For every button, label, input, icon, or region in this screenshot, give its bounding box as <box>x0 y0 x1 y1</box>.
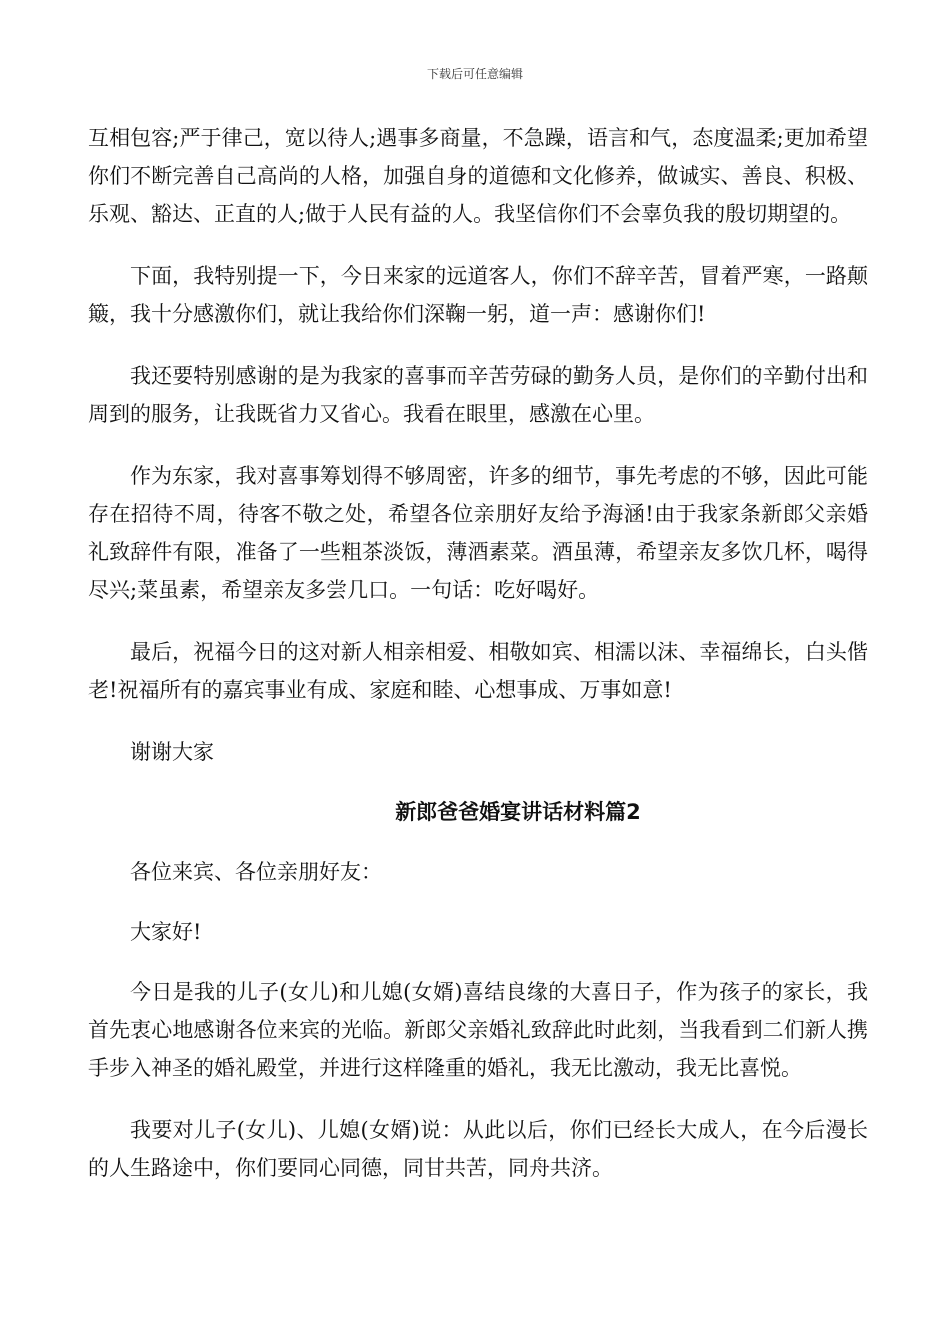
paragraph: 互相包容;严于律己，宽以待人;遇事多商量，不急躁，语言和气，态度温柔;更加希望你们不断完善自己高尚的人格，加强自身的道德和文化修养，做诚实、善良、积极、乐观、豁达、正直的人;做于人民有益的人。我坚信你们不会辜负我的殷切期望的。 <box>88 126 868 226</box>
page-header: 下载后可任意编辑 <box>426 67 523 81</box>
paragraph: 作为东家，我对喜事筹划得不够周密，许多的细节，事先考虑的不够，因此可能存在招待不周，待客不敬之处，希望各位亲朋好友给予海涵!由于我家条新郎父亲婚礼致辞件有限，准备了一些粗茶淡饭，薄酒素菜。酒虽薄，希望亲友多饮几杯，喝得尽兴;菜虽素，希望亲友多尝几口。一句话：吃好喝好。 <box>88 464 868 602</box>
paragraph: 我要对儿子(女儿)、儿媳(女婿)说：从此以后，你们已经长大成人，在今后漫长的人生路途中，你们要同心同德，同甘共苦，同舟共济。 <box>88 1118 868 1180</box>
section-title: 新郎爸爸婚宴讲话材料篇2 <box>395 800 641 824</box>
greeting: 大家好! <box>130 920 202 944</box>
paragraph: 我还要特别感谢的是为我家的喜事而辛苦劳碌的勤务人员，是你们的辛勤付出和周到的服务，让我既省力又省心。我看在眼里，感激在心里。 <box>88 364 868 426</box>
salutation: 各位来宾、各位亲朋好友： <box>130 860 382 884</box>
paragraph: 今日是我的儿子(女儿)和儿媳(女婿)喜结良缘的大喜日子，作为孩子的家长，我首先衷心地感谢各位来宾的光临。新郎父亲婚礼致辞此时此刻，当我看到二们新人携手步入神圣的婚礼殿堂，并进行这样隆重的婚礼，我无比激动，我无比喜悦。 <box>88 980 868 1080</box>
document-body <box>88 119 868 1211</box>
paragraph: 下面，我特别提一下，今日来家的远道客人，你们不辞辛苦，冒着严寒，一路颠簸，我十分感激你们，就让我给你们深鞠一躬，道一声：感谢你们! <box>88 264 868 326</box>
closing-line: 谢谢大家 <box>130 740 214 764</box>
paragraph: 最后，祝福今日的这对新人相亲相爱、相敬如宾、相濡以沫、幸福绵长，白头偕老!祝福所有的嘉宾事业有成、家庭和睦、心想事成、万事如意! <box>88 640 868 702</box>
